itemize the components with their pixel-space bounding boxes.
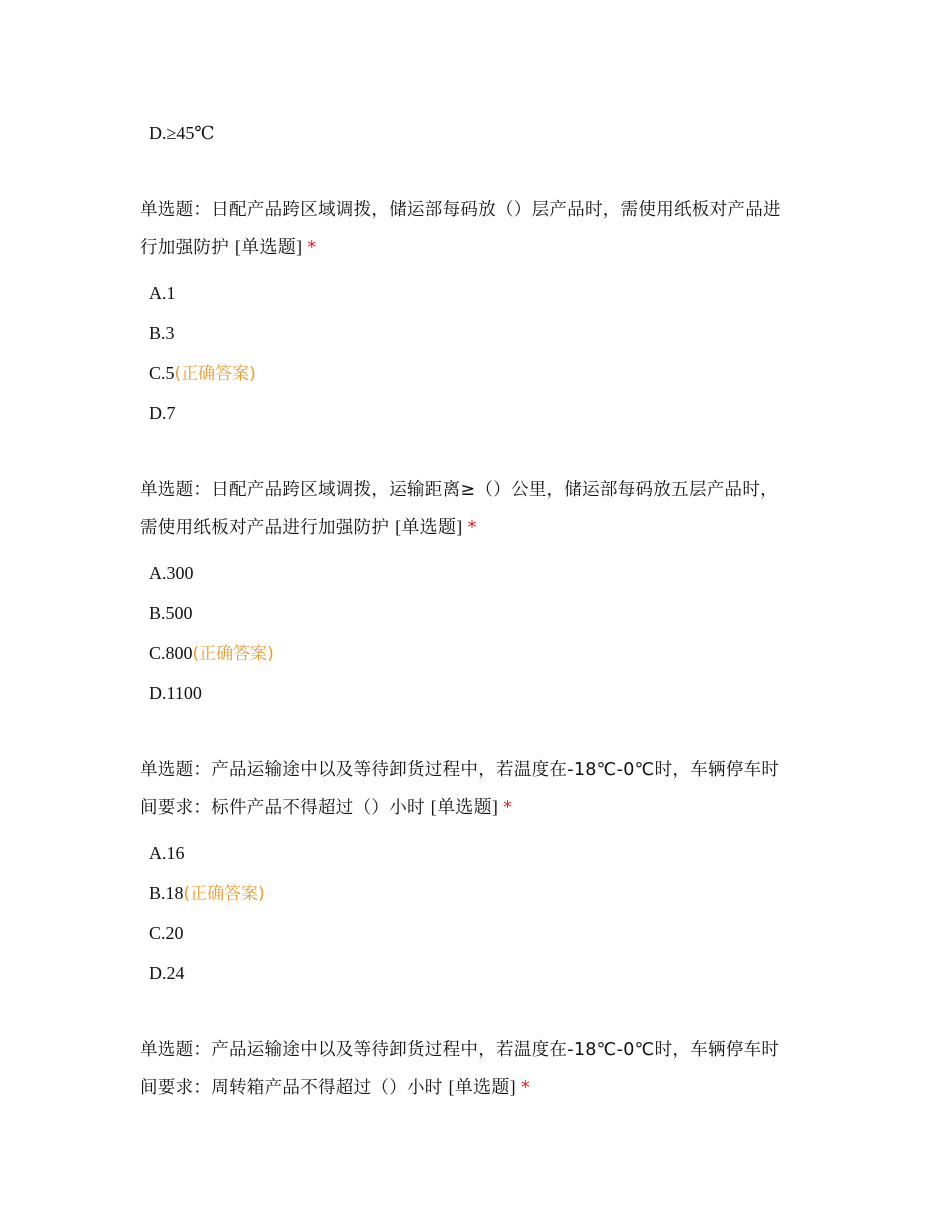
question-1-text-line1: 单选题：日配产品跨区域调拨，储运部每码放（）层产品时，需使用纸板对产品进	[140, 200, 781, 220]
question-3-text-line2: 间要求：标件产品不得超过（）小时 [单选题] *	[140, 797, 513, 818]
question-type-tag: [单选题]	[234, 237, 303, 257]
option-d-previous[interactable]: D.≥45℃	[149, 123, 215, 143]
question-2-option-c[interactable]: C.800(正确答案)	[149, 643, 274, 664]
question-3-text-line1: 单选题：产品运输途中以及等待卸货过程中，若温度在-18℃-0℃时，车辆停车时	[140, 760, 780, 780]
question-1-option-a[interactable]: A.1	[149, 283, 176, 303]
correct-answer-label: (正确答案)	[174, 364, 256, 384]
question-3-option-a[interactable]: A.16	[149, 843, 185, 863]
question-2-text-line2: 需使用纸板对产品进行加强防护 [单选题] *	[140, 517, 477, 538]
question-1-text-line2: 行加强防护 [单选题] *	[140, 237, 317, 258]
question-type-tag: [单选题]	[430, 797, 499, 817]
question-4-text-line2: 间要求：周转箱产品不得超过（）小时 [单选题] *	[140, 1077, 531, 1098]
required-mark: *	[520, 1078, 531, 1098]
question-1-option-d[interactable]: D.7	[149, 403, 176, 423]
correct-answer-label: (正确答案)	[183, 884, 265, 904]
required-mark: *	[503, 798, 513, 818]
required-mark: *	[307, 238, 317, 258]
question-4-text-line1: 单选题：产品运输途中以及等待卸货过程中，若温度在-18℃-0℃时，车辆停车时	[140, 1040, 780, 1060]
question-1-option-b[interactable]: B.3	[149, 323, 175, 343]
required-mark: *	[467, 518, 477, 538]
question-3-option-d[interactable]: D.24	[149, 963, 185, 983]
question-3-option-b[interactable]: B.18(正确答案)	[149, 883, 265, 904]
question-3-option-c[interactable]: C.20	[149, 923, 184, 943]
question-type-tag: [单选题]	[395, 517, 463, 537]
question-2-option-b[interactable]: B.500	[149, 603, 193, 623]
question-2-text-line1: 单选题：日配产品跨区域调拨，运输距离≥（）公里，储运部每码放五层产品时，	[140, 480, 778, 500]
question-2-option-a[interactable]: A.300	[149, 563, 194, 583]
question-2-option-d[interactable]: D.1100	[149, 683, 202, 703]
question-type-tag: [单选题]	[448, 1077, 516, 1097]
question-1-option-c[interactable]: C.5(正确答案)	[149, 363, 256, 384]
correct-answer-label: (正确答案)	[192, 644, 274, 664]
